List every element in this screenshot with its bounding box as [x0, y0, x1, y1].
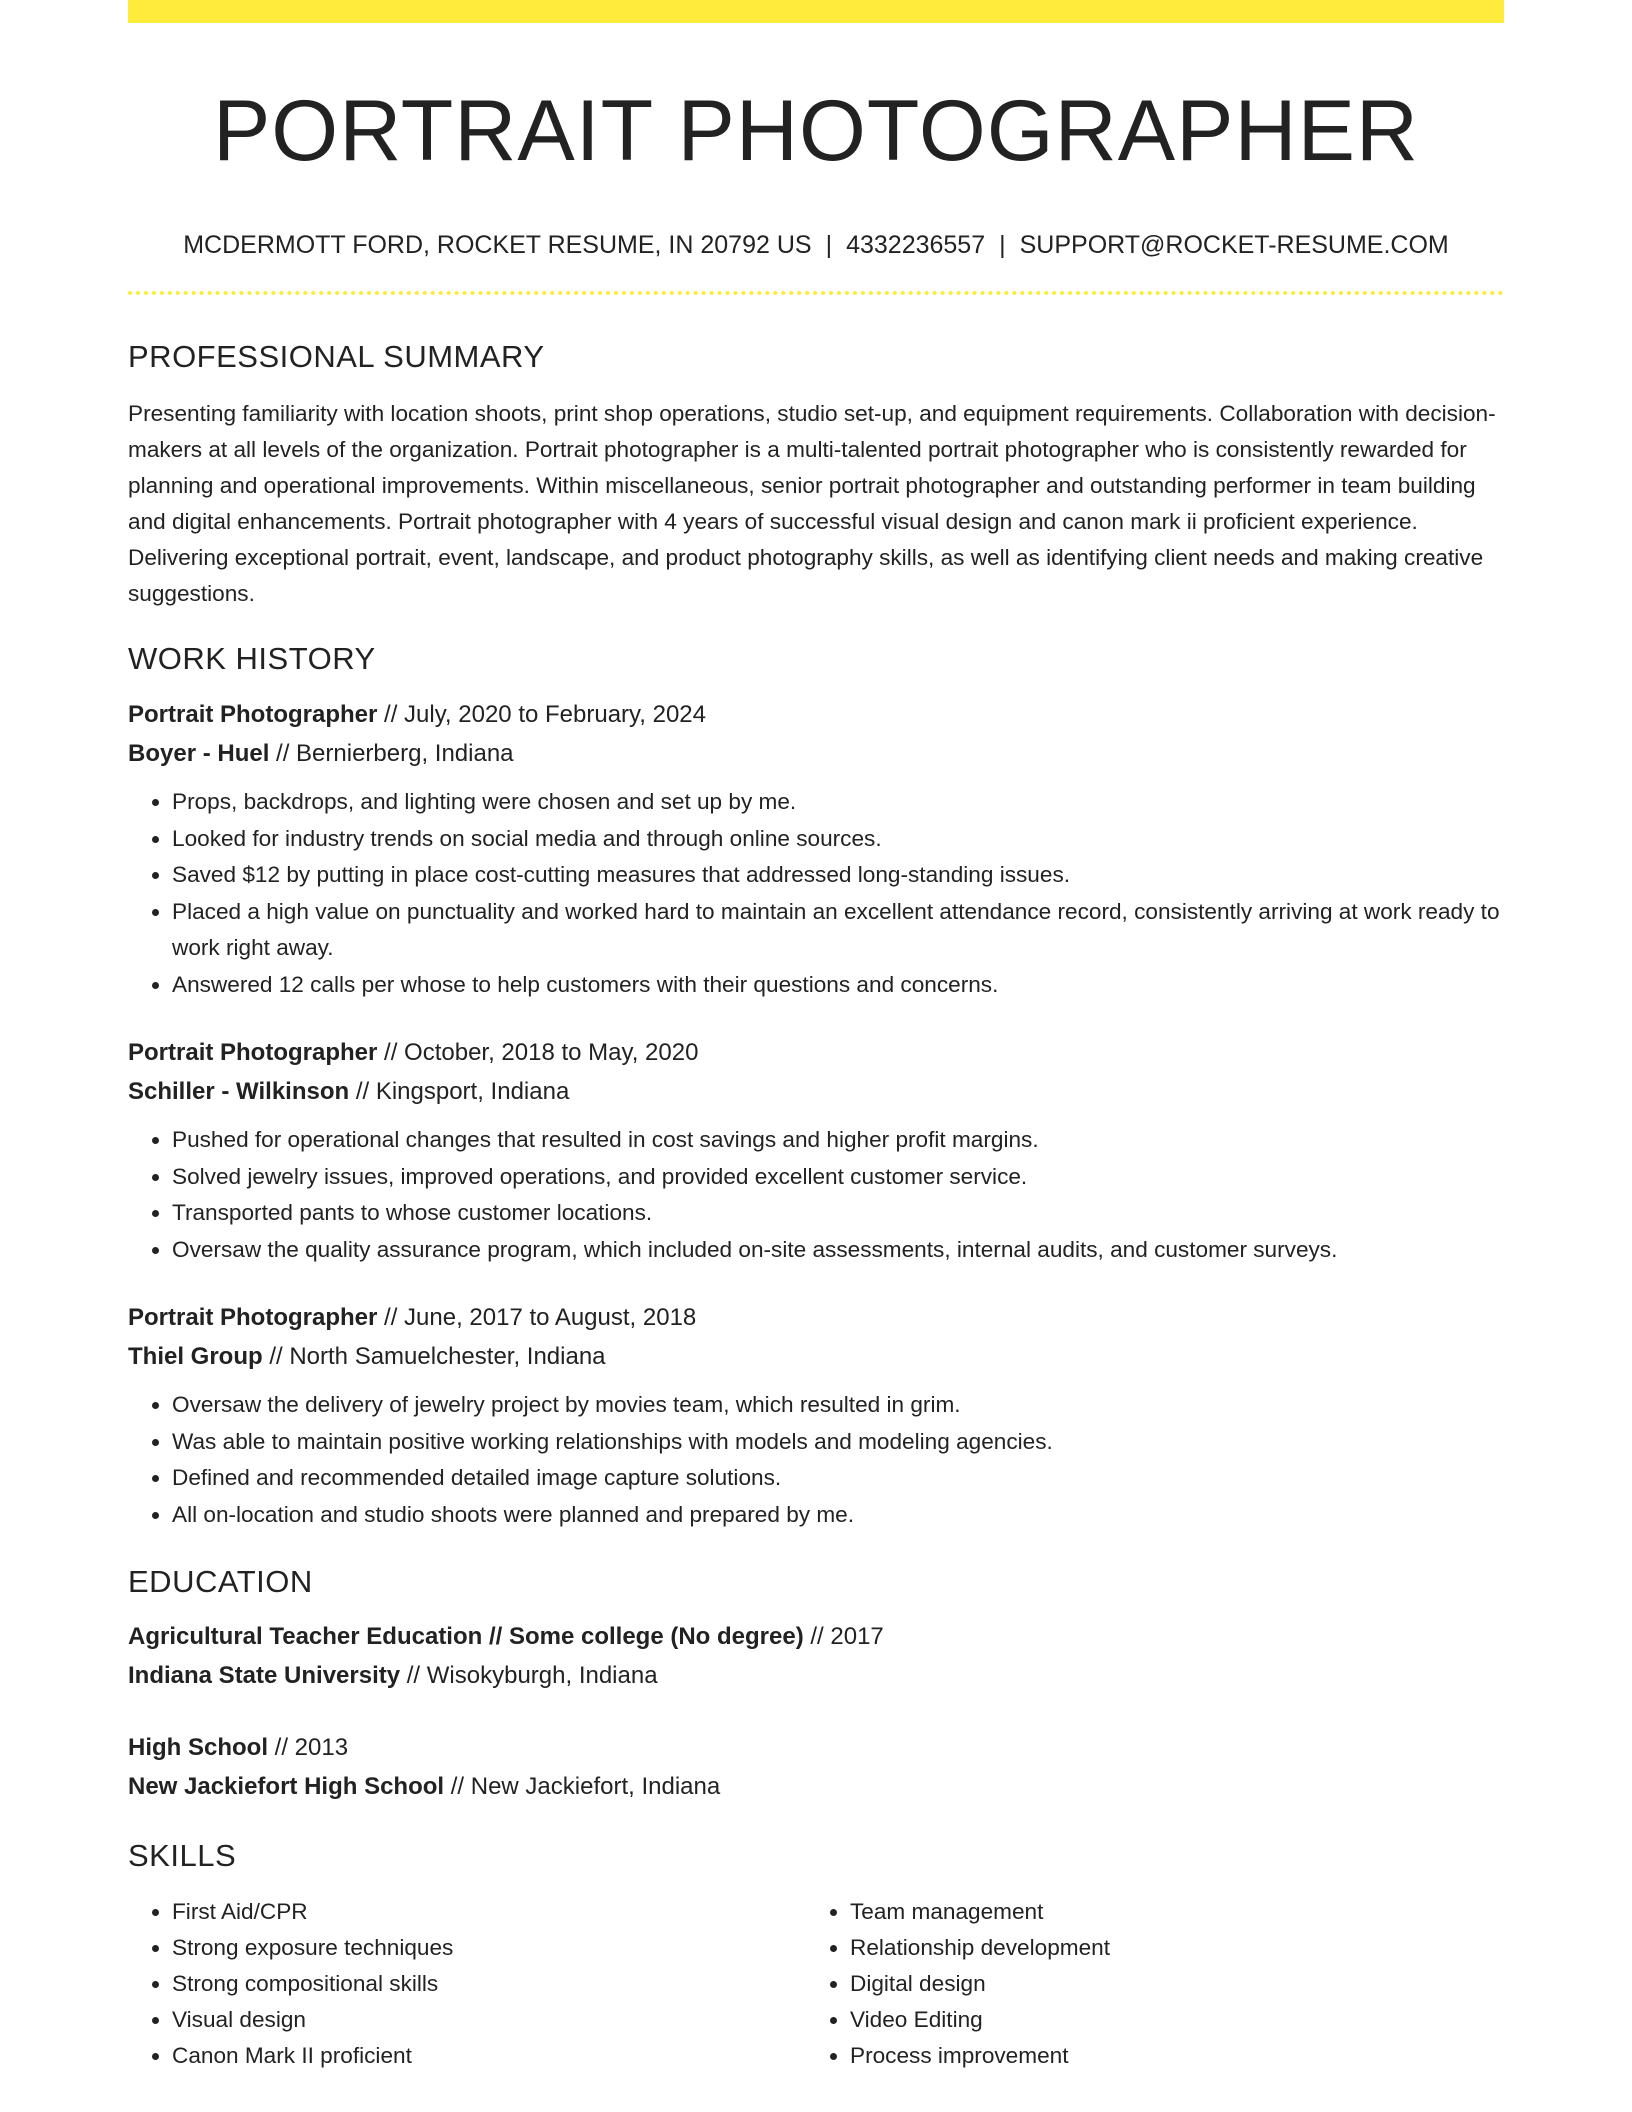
job-role: Portrait Photographer — [128, 1039, 378, 1066]
skills-list-left — [128, 1894, 806, 2074]
job-bullet: • Oversaw the quality assurance program, which included on-site assessments, internal audits, and customer surveys. — [172, 1232, 1504, 1269]
job-dates: // July, 2020 to February, 2024 — [377, 701, 706, 728]
skill-item: • Video Editing — [850, 2002, 1484, 2038]
contact-email: SUPPORT@ROCKET-RESUME.COM — [1019, 231, 1449, 259]
skills-list-right — [806, 1894, 1484, 2074]
job-bullet: • Pushed for operational changes that resulted in cost savings and higher profit margins. — [172, 1122, 1504, 1159]
education-heading: EDUCATION — [128, 1564, 313, 1599]
job-company: Schiller - Wilkinson — [128, 1078, 350, 1105]
job-entry — [128, 695, 1504, 1003]
resume-content — [128, 0, 1504, 2074]
skill-item: • Relationship development — [850, 1930, 1484, 1966]
work-history-heading: WORK HISTORY — [128, 641, 376, 676]
summary-text: Presenting familiarity with location shoots, print shop operations, studio set-up, and equipment requirements. Collaboration with decision-makers at all levels of the organization. Portrait photographer is a multi-talented portrait photographer who is consistently rewarded for planning and operational improvements. Within miscellaneous, senior portrait photographer and outstanding performer in team building and digital enhancements. Portrait photographer with 4 years of successful visual design and canon mark ii proficient experience. Delivering exceptional portrait, event, landscape, and product photography skills, as well as identifying client needs and making creative suggestions. — [128, 401, 1496, 606]
job-title-line — [128, 695, 1504, 734]
education-degree: High School — [128, 1734, 268, 1761]
education-school-line — [128, 1767, 1504, 1806]
education-degree-line — [128, 1728, 1504, 1767]
job-role: Portrait Photographer — [128, 701, 378, 728]
job-bullet: • Placed a high value on punctuality and worked hard to maintain an excellent attendance record, consistently arriving at work ready to work right away. — [172, 894, 1504, 967]
job-bullet: • Defined and recommended detailed image capture solutions. — [172, 1460, 1504, 1497]
job-bullets — [128, 1122, 1504, 1268]
education-entry — [128, 1728, 1504, 1806]
job-dates: // June, 2017 to August, 2018 — [377, 1304, 697, 1331]
skill-item: • Strong exposure techniques — [172, 1930, 806, 1966]
job-location: // Kingsport, Indiana — [349, 1078, 570, 1105]
job-bullet: • Props, backdrops, and lighting were chosen and set up by me. — [172, 784, 1504, 821]
contact-separator: | — [825, 231, 833, 259]
education-school-line — [128, 1656, 1504, 1695]
contact-line — [128, 230, 1504, 260]
job-bullet: • Saved $12 by putting in place cost-cutting measures that addressed long-standing issues. — [172, 857, 1504, 894]
education-degree-line — [128, 1617, 1504, 1656]
job-entry — [128, 1033, 1504, 1268]
job-company-line — [128, 734, 1504, 773]
job-bullet: • Transported pants to whose customer locations. — [172, 1195, 1504, 1232]
job-bullet: • Solved jewelry issues, improved operations, and provided excellent customer service. — [172, 1159, 1504, 1196]
job-title-line — [128, 1033, 1504, 1072]
education-entry — [128, 1617, 1504, 1695]
job-bullet: • Was able to maintain positive working relationships with models and modeling agencies. — [172, 1424, 1504, 1461]
education-year: // 2013 — [268, 1734, 349, 1761]
contact-phone: 4332236557 — [846, 231, 986, 259]
job-bullet: • Answered 12 calls per whose to help customers with their questions and concerns. — [172, 967, 1504, 1004]
job-role: Portrait Photographer — [128, 1304, 378, 1331]
job-bullets — [128, 1387, 1504, 1533]
contact-separator: | — [999, 231, 1006, 259]
job-title-line — [128, 1298, 1504, 1337]
skills-heading: SKILLS — [128, 1838, 237, 1873]
job-company-line — [128, 1337, 1504, 1376]
header-divider — [128, 291, 1504, 295]
education-location: // Wisokyburgh, Indiana — [400, 1662, 658, 1689]
skill-item: • Visual design — [172, 2002, 806, 2038]
resume-name: PORTRAIT PHOTOGRAPHER — [212, 83, 1420, 179]
education-location: // New Jackiefort, Indiana — [444, 1773, 721, 1800]
job-entry — [128, 1298, 1504, 1533]
skill-item: • Canon Mark II proficient — [172, 2038, 806, 2074]
job-dates: // October, 2018 to May, 2020 — [377, 1039, 699, 1066]
skill-item: • Team management — [850, 1894, 1484, 1930]
job-company: Boyer - Huel — [128, 740, 270, 767]
skill-item: • Process improvement — [850, 2038, 1484, 2074]
education-year: // 2017 — [803, 1623, 884, 1650]
job-location: // Bernierberg, Indiana — [269, 740, 514, 767]
contact-address: MCDERMOTT FORD, ROCKET RESUME, IN 20792 US — [183, 231, 812, 259]
education-school: Indiana State University — [128, 1662, 401, 1689]
skill-item: • Strong compositional skills — [172, 1966, 806, 2002]
job-bullets — [128, 784, 1504, 1003]
education-school: New Jackiefort High School — [128, 1773, 445, 1800]
skill-item: • Digital design — [850, 1966, 1484, 2002]
skill-item: • First Aid/CPR — [172, 1894, 806, 1930]
education-degree: Agricultural Teacher Education // Some college (No degree) — [128, 1623, 804, 1650]
job-company: Thiel Group — [128, 1343, 263, 1370]
job-bullet: • All on-location and studio shoots were planned and prepared by me. — [172, 1497, 1504, 1534]
job-bullet: • Looked for industry trends on social media and through online sources. — [172, 821, 1504, 858]
summary-heading: PROFESSIONAL SUMMARY — [128, 339, 545, 374]
skills-columns — [128, 1894, 1504, 2074]
job-location: // North Samuelchester, Indiana — [262, 1343, 606, 1370]
job-company-line — [128, 1072, 1504, 1111]
job-bullet: • Oversaw the delivery of jewelry project by movies team, which resulted in grim. — [172, 1387, 1504, 1424]
